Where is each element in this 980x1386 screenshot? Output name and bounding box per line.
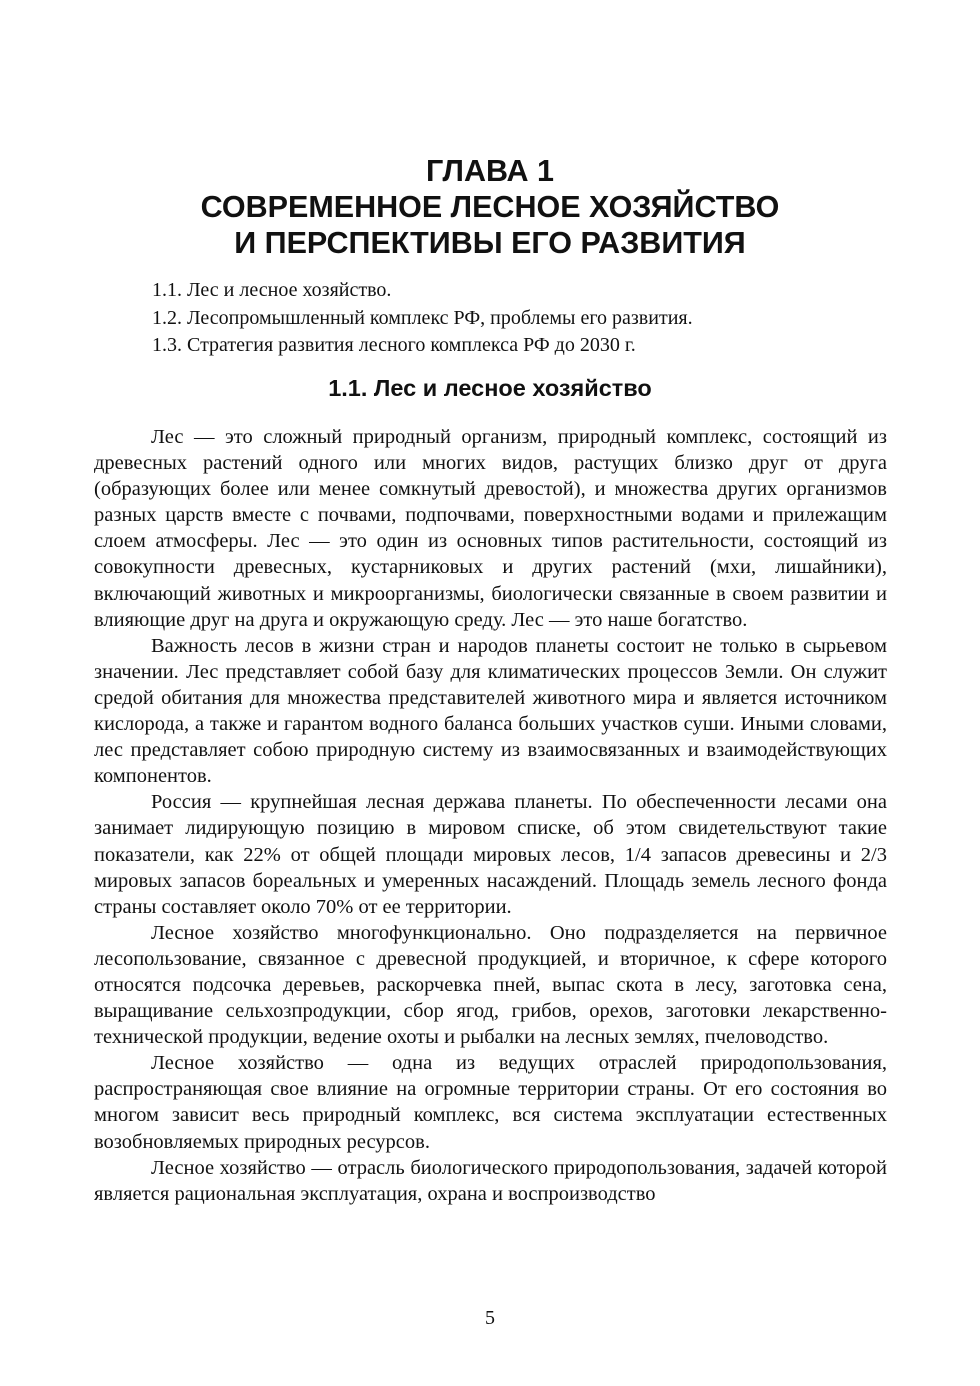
- chapter-number: ГЛАВА 1: [426, 154, 554, 188]
- chapter-title-line-2: И ПЕРСПЕКТИВЫ ЕГО РАЗВИТИЯ: [234, 226, 746, 260]
- chapter-heading: [0, 153, 980, 261]
- paragraph: Россия — крупнейшая лесная держава планеты. По обеспеченности лесами она занимает лидирующую позицию в мировом списке, об этом свидетельствуют такие показатели, как 22% от общей площади мировых лесов, 1/4 запасов древесины и 2/3 мировых запасов бореальных и умеренных насаждений. Площадь земель лесного фонда страны составляет около 70% от ее территории.: [94, 791, 887, 918]
- chapter-title-line-1: СОВРЕМЕННОЕ ЛЕСНОЕ ХОЗЯЙСТВО: [200, 190, 780, 224]
- paragraph: Лесное хозяйство многофункционально. Оно подразделяется на первичное лесопользование, связанное с древесной продукцией, и вторичное, к сфере которого относятся подсочка деревьев, раскорчевка пней, выпас скота в лесу, заготовка сена, выращивание сельхозпродукции, сбор ягод, грибов, орехов, заготовки лекарственно-технической продукции, ведение охоты и рыбалки на лесных землях, пчеловодство.: [94, 921, 887, 1049]
- paragraph: Лес — это сложный природный организм, природный комплекс, состоящий из древесных растений одного или многих видов, растущих близко друг от друга (образующих более или менее сомкнутый древостой), и множества других организмов разных царств вместе с почвами, подпочвами, поверхностными водами и прилежащим слоем атмосферы. Лес — это один из основных типов растительности, состоящий из совокупности древесных, кустарниковых и других растений (мхи, лишайники), включающий животных и микроорганизмы, биологически связанные в своем развитии и влияющие друг на друга и окружающую среду. Лес — это наше богатство.: [94, 426, 887, 631]
- paragraph: Лесное хозяйство — одна из ведущих отраслей природопользования, распространяющая свое влияние на огромные территории страны. От его состояния во многом зависит весь природный комплекс, вся система эксплуатации естественных возобновляемых природных ресурсов.: [94, 1052, 887, 1153]
- section-heading: 1.1. Лес и лесное хозяйство: [328, 375, 652, 401]
- contents-item: 1.2. Лесопромышленный комплекс РФ, проблемы его развития.: [152, 306, 693, 329]
- body-text: [94, 424, 887, 1207]
- contents-item: 1.3. Стратегия развития лесного комплекса РФ до 2030 г.: [152, 334, 636, 356]
- contents-item: 1.1. Лес и лесное хозяйство.: [152, 279, 392, 301]
- page-number: 5: [485, 1307, 495, 1329]
- paragraph: Лесное хозяйство — отрасль биологического природопользования, задачей которой является рациональная эксплуатация, охрана и воспроизводство: [94, 1156, 887, 1205]
- chapter-contents: [152, 277, 872, 360]
- paragraph: Важность лесов в жизни стран и народов планеты состоит не только в сырьевом значении. Лес представляет собой базу для климатических процессов Земли. Он служит средой обитания для множества представителей животного мира и является источником кислорода, а также и гарантом водного баланса больших участков суши. Иными словами, лес представляет собою природную систему из взаимосвязанных и взаимодействующих компонентов.: [94, 634, 887, 788]
